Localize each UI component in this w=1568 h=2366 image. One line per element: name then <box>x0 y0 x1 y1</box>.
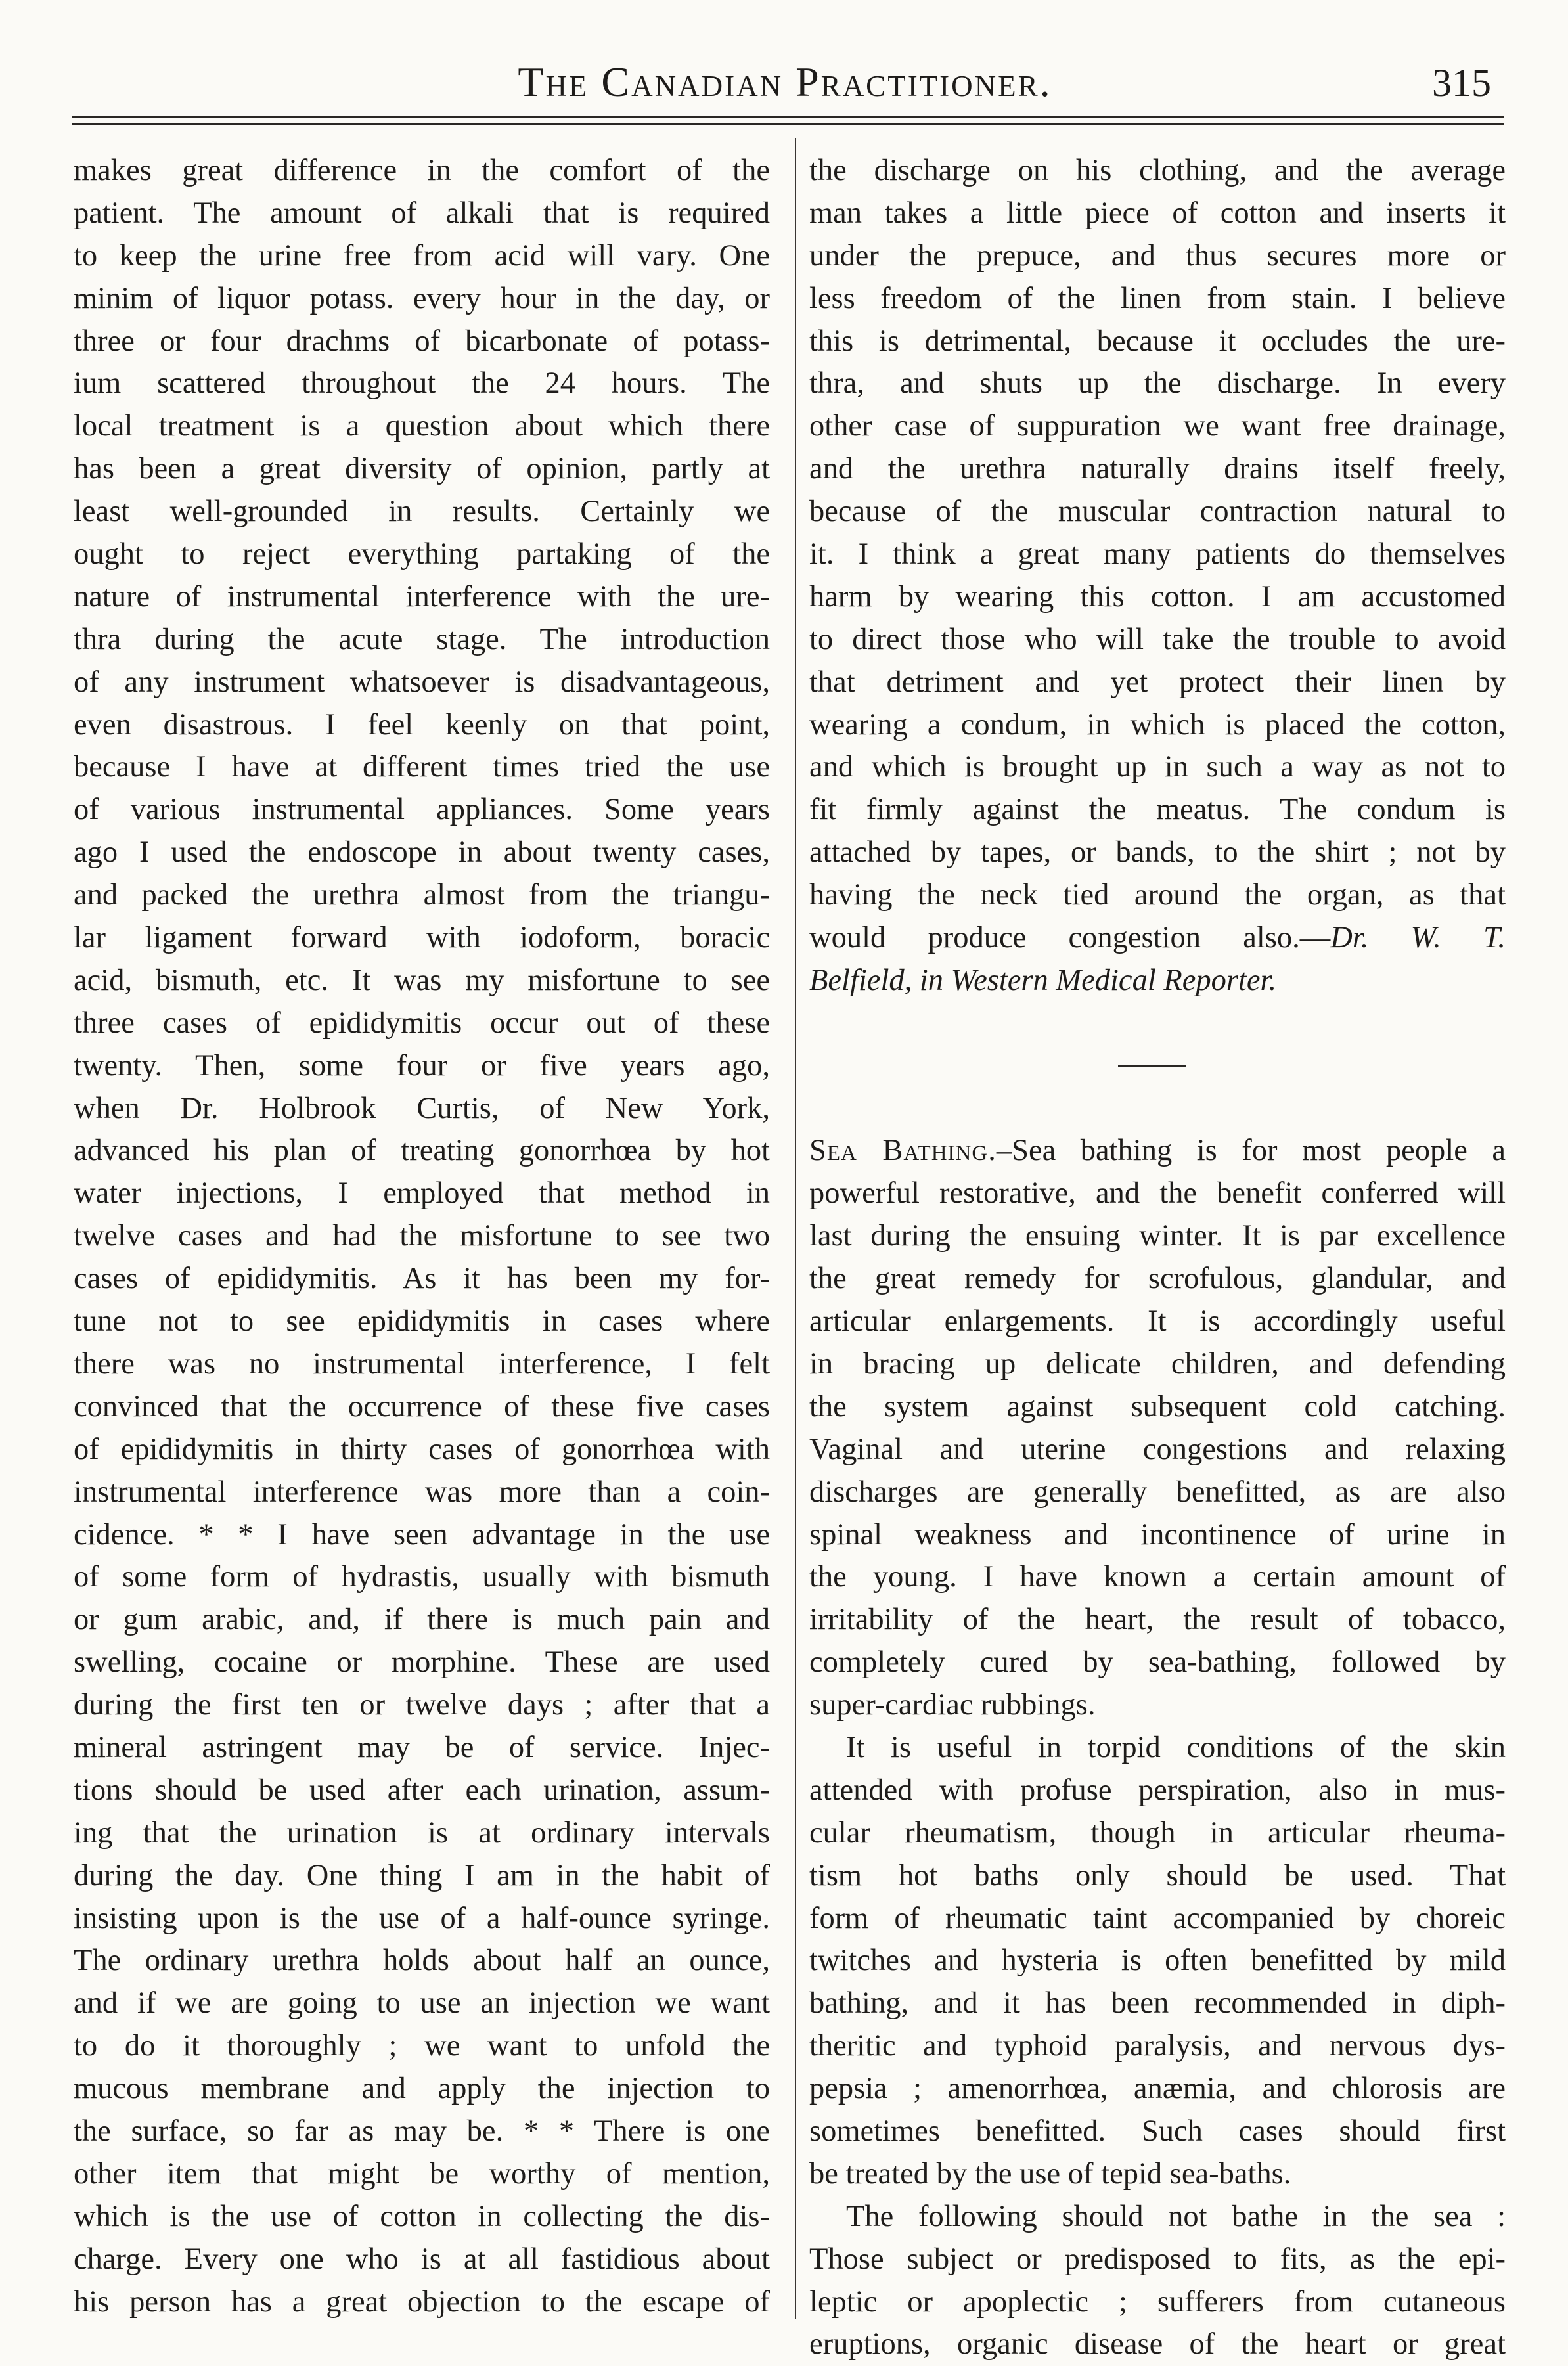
text-line: other case of suppuration we want free drainage, <box>809 409 1506 443</box>
text-line: attended with profuse perspiration, also in mus- <box>809 1773 1506 1807</box>
text-line: ought to reject everything partaking of the <box>74 537 770 571</box>
text-line: and packed the urethra almost from the triangu- <box>74 878 770 912</box>
text-line: mineral astringent may be of service. Injec- <box>74 1730 770 1764</box>
text-line: least well-grounded in results. Certainly we <box>74 495 770 529</box>
text-line: thra, and shuts up the discharge. In every <box>809 367 1506 401</box>
text-line: water injections, I employed that method in <box>74 1176 770 1211</box>
text-line: The following should not bathe in the sea : <box>846 2199 1506 2233</box>
text-line: the young. I have known a certain amount of <box>809 1560 1506 1594</box>
text-line: it. I think a great many patients do themselves <box>809 537 1506 571</box>
text-line: articular enlargements. It is accordingly useful <box>809 1305 1506 1339</box>
text-line: spinal weakness and incontinence of urine in <box>809 1517 1506 1551</box>
sea-bathing-heading-line: Sea Bathing.–Sea bathing is for most people a <box>809 1134 1506 1168</box>
text-line: twelve cases and had the misfortune to see two <box>74 1219 770 1253</box>
text-line: theritic and typhoid paralysis, and nervous dys- <box>809 2029 1506 2063</box>
text-line: of various instrumental appliances. Some years <box>74 793 770 827</box>
text-line: leptic or apoplectic ; sufferers from cutaneous <box>809 2285 1506 2319</box>
text-line: tism hot baths only should be used. That <box>809 1858 1506 1892</box>
text-line: twitches and hysteria is often benefitted by mild <box>809 1944 1506 1978</box>
text-line: which is the use of cotton in collecting the dis- <box>74 2199 770 2233</box>
text-line: when Dr. Holbrook Curtis, of New York, <box>74 1091 770 1125</box>
text-line: under the prepuce, and thus secures more or <box>809 238 1506 273</box>
text-line: the great remedy for scrofulous, glandular, and <box>809 1262 1506 1296</box>
sea-bathing-paragraph-2 <box>809 1727 1506 2196</box>
text-line: irritability of the heart, the result of tobacco, <box>809 1603 1506 1637</box>
sea-bathing-paragraph-3 <box>809 2196 1506 2366</box>
text-line: twenty. Then, some four or five years ago, <box>74 1048 770 1083</box>
text-line: the discharge on his clothing, and the average <box>809 154 1506 187</box>
journal-title: The Canadian Practitioner. <box>518 58 1052 105</box>
text-line: tions should be used after each urination, assum- <box>74 1773 770 1807</box>
attribution-line: would produce congestion also.—Dr. W. T. <box>809 921 1506 955</box>
text-line: of some form of hydrastis, usually with bismuth <box>74 1560 770 1594</box>
text-line: cidence. * * I have seen advantage in the use <box>74 1517 770 1551</box>
text-line: of epididymitis in thirty cases of gonorrhœa with <box>74 1432 770 1466</box>
text-line: thra during the acute stage. The introduction <box>74 622 770 656</box>
text-line: Vaginal and uterine congestions and relaxing <box>809 1432 1506 1466</box>
text-line: local treatment is a question about which there <box>74 409 770 443</box>
sea-bathing-heading: Sea Bathing. <box>809 1134 997 1168</box>
left-column <box>74 150 770 2323</box>
text-line: less freedom of the linen from stain. I believe <box>809 281 1506 315</box>
text-line: be treated by the use of tepid sea-baths. <box>809 2156 1291 2191</box>
text-line: super-cardiac rubbings. <box>809 1688 1096 1722</box>
text-line: ing that the urination is at ordinary intervals <box>74 1816 770 1850</box>
text-line: ago I used the endoscope in about twenty cases, <box>74 836 770 870</box>
text-line: to direct those who will take the trouble to avoid <box>809 622 1506 656</box>
text-line: cases of epididymitis. As it has been my for- <box>74 1262 770 1296</box>
text-line: lar ligament forward with iodoform, boracic <box>74 921 770 955</box>
section-separator <box>809 1045 1506 1088</box>
text-line: swelling, cocaine or morphine. These are used <box>74 1645 770 1680</box>
text-line: completely cured by sea-bathing, followed by <box>809 1645 1506 1680</box>
text-line: discharges are generally benefitted, as are also <box>809 1475 1506 1509</box>
text-line: having the neck tied around the organ, as that <box>809 878 1506 912</box>
text-line: insisting upon is the use of a half-ounce syringe. <box>74 1901 770 1935</box>
text-line: because of the muscular contraction natural to <box>809 495 1506 529</box>
text-line: this is detrimental, because it occludes the ure- <box>809 324 1506 358</box>
text-line: acid, bismuth, etc. It was my misfortune to see <box>74 963 770 997</box>
text-line: during the first ten or twelve days ; after that a <box>74 1688 770 1722</box>
text-line: pepsia ; amenorrhœa, anæmia, and chlorosis are <box>809 2072 1506 2106</box>
text-line: charge. Every one who is at all fastidious about <box>74 2242 770 2276</box>
text-line: during the day. One thing I am in the habit of <box>74 1858 770 1892</box>
attribution-source: Belfield, in Western Medical Reporter. <box>809 963 1277 997</box>
text-line: patient. The amount of alkali that is required <box>74 196 770 230</box>
text-line: ium scattered throughout the 24 hours. The <box>74 367 770 401</box>
text-line: last during the ensuing winter. It is par excellence <box>809 1219 1506 1253</box>
text-line: bathing, and it has been recommended in diph- <box>809 1986 1506 2020</box>
text-line: instrumental interference was more than a coin- <box>74 1475 770 1509</box>
text-line: wearing a condum, in which is placed the cotton, <box>809 707 1506 742</box>
text-line: convinced that the occurrence of these five cases <box>74 1389 770 1423</box>
text-line: to do it thoroughly ; we want to unfold the <box>74 2029 770 2063</box>
text-line: there was no instrumental interference, I felt <box>74 1347 770 1381</box>
text-line: Those subject or predisposed to fits, as the epi- <box>809 2242 1506 2276</box>
text-line: has been a great diversity of opinion, partly at <box>74 452 770 486</box>
text-line: the surface, so far as may be. * * There is one <box>74 2114 770 2148</box>
running-header <box>79 46 1491 112</box>
text-line: tune not to see epididymitis in cases where <box>74 1305 770 1339</box>
text-line: nature of instrumental interference with the ure- <box>74 579 770 614</box>
text-line: of any instrument whatsoever is disadvantageous, <box>74 665 770 699</box>
text-line: fit firmly against the meatus. The condum is <box>809 793 1506 827</box>
text-line: cular rheumatism, though in articular rheuma- <box>809 1816 1506 1850</box>
page-number: 315 <box>1432 61 1491 104</box>
text-line: that detriment and yet protect their linen by <box>809 665 1506 699</box>
text-line: form of rheumatic taint accompanied by choreic <box>809 1901 1506 1935</box>
text-line: other item that might be worthy of mention, <box>74 2156 770 2191</box>
text-line: three cases of epididymitis occur out of these <box>74 1006 770 1040</box>
text-line: harm by wearing this cotton. I am accustomed <box>809 579 1506 614</box>
text-line: the system against subsequent cold catching. <box>809 1389 1506 1423</box>
text-line: The ordinary urethra holds about half an ounce, <box>74 1944 770 1978</box>
text-line: even disastrous. I feel keenly on that point, <box>74 707 770 742</box>
gonorrhoea-article-continued <box>809 150 1506 917</box>
sea-bathing-paragraph-1 <box>809 1172 1506 1727</box>
text-line: because I have at different times tried the use <box>74 750 770 784</box>
text-line: man takes a little piece of cotton and inserts it <box>809 196 1506 230</box>
text-line: makes great difference in the comfort of the <box>74 154 770 187</box>
right-column <box>809 150 1506 2366</box>
text-line: attached by tapes, or bands, to the shirt ; not by <box>809 836 1506 870</box>
text-line: sometimes benefitted. Such cases should first <box>809 2114 1506 2148</box>
header-rule <box>72 116 1504 118</box>
text-line: It is useful in torpid conditions of the skin <box>846 1730 1506 1764</box>
text-line: mucous membrane and apply the injection to <box>74 2072 770 2106</box>
text-line: and the urethra naturally drains itself freely, <box>809 452 1506 486</box>
text-line: powerful restorative, and the benefit conferred will <box>809 1176 1506 1211</box>
text-line: eruptions, organic disease of the heart or great <box>809 2327 1506 2361</box>
text-line: and if we are going to use an injection we want <box>74 1986 770 2020</box>
text-line: to keep the urine free from acid will vary. One <box>74 238 770 273</box>
text-line: three or four drachms of bicarbonate of potass- <box>74 324 770 358</box>
text-line: advanced his plan of treating gonorrhœa by hot <box>74 1134 770 1168</box>
attribution-author: Dr. W. T. <box>1330 921 1506 955</box>
text-line: or gum arabic, and, if there is much pain and <box>74 1603 770 1637</box>
column-divider <box>795 138 796 2319</box>
text-line: minim of liquor potass. every hour in the day, or <box>74 281 770 315</box>
text-line: in bracing up delicate children, and defending <box>809 1347 1506 1381</box>
text-line: his person has a great objection to the escape of <box>74 2285 770 2319</box>
text-line: and which is brought up in such a way as not to <box>809 750 1506 784</box>
header-rule-thin <box>72 123 1504 125</box>
